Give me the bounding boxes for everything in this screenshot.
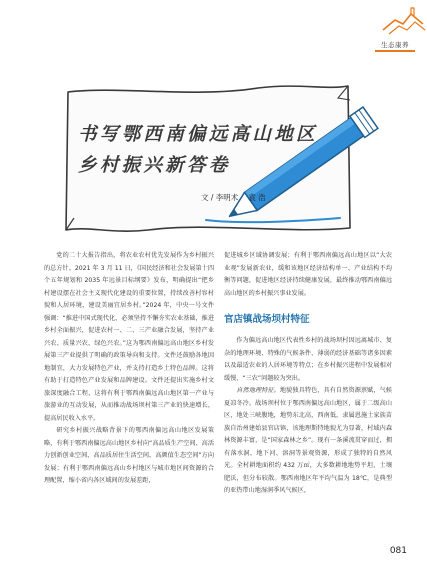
body-paragraph: 党的二十大报告指出，将农业农村优先发展作为乡村振兴的总方针。2021 年 3 月 11 日，《国民经济和社会发展第十四个五年规划和 2035 年远景目标纲要》发布，明确提出“把乡村建设摆在社会主义现代化建设的重要位置，持续改善村容村貌和人居环境，建设美丽宜居乡村。”2024 年，中央一号文件强调：“推进中国式现代化，必须坚持不懈夯实农业基础，推进乡村全面振兴，促进农村一、二、三产业融合发展，坚持产业兴农、质量兴农、绿色兴农。”这为鄂西南偏远高山地区乡村发展第三产业提供了明确的政策导向和支持。文件还鼓励各地因地制宜，大力发展特色产业，并支持打造乡土特色品牌。这将有助于打造特色产业发展和品牌建设。文件还提出实施乡村文旅深度融合工程，这将有利于鄂西南偏远高山地区第一产业与旅游业的互动发展，从而推动战场坝村第三产业的快速增长，提高居民收入水平。 [44,252,214,422]
article-title-line1: 书写鄂西南偏远高山地区 [78,124,318,145]
body-column-right [224,250,392,498]
body-column-left [44,250,214,488]
paragraph-lead: 自然地理特征。 [236,387,280,394]
page-number: 081 [389,546,407,556]
section-subheading: 官店镇战场坝村特征 [224,314,310,325]
body-paragraph: 作为偏远高山地区代表性乡村的战场坝村因远离城市、复杂的地理环境、特殊的气候条件、薄弱的经济基础等诸多因素以及最适农业的人居环境等特点；在乡村振兴进程中发展相对缓慢，“三农”问题较为突出。 [224,337,392,382]
body-paragraph [224,385,392,498]
paragraph-text: 地貌独具特色，具有自然资源禀赋，气候夏凉冬冷。战场坝村位于鄂西南偏远高山地区，属于二级高山区，地处三峡腹地，地势东北高，西南低，隶属恩施土家族苗族自治州建始县官店镇，该地理斯特地貌尤为显著，村域内森林资源丰富，是“国家森林之乡”。现有一条溪流贯穿而过，拥有落水洞、地下河、溶洞等景观资源，形成了独特的自然风光。全村耕地面积约 432 万㎡，大多数耕地地势平坦，土壤肥沃，但分布较散。鄂西南地区年平均气温为 18℃，是典型的亚热带山地湿润季风气候区， [224,387,392,494]
byline [201,192,266,203]
byline-author1: 文 / 李明术 [201,193,239,202]
section-label: 生态康养 [381,41,409,49]
article-title-line2: 乡村振兴新答卷 [78,155,231,176]
body-paragraph: 促进城乡区域协调发展；有利于鄂西南偏远高山地区以“大农业观”发展新农业，缓和该地区经济结构单一、产业结构不均衡等问题，促进地区经济持续健康发展，最终推动鄂西南偏远高山地区的乡村振兴事业发展。 [224,252,392,297]
byline-author2: 袁 浩 [248,193,266,202]
body-paragraph: 研究乡村振兴战略背景下的鄂西南偏远高山地区发展策略，有利于鄂西南偏远高山地区乡村向“高品质生产空间、高活力创新创业空间、高品质居住生活空间、高颜值生态空间”方向发展；有利于鄂西南偏远高山乡村地区与城市地区间资源的合理配置，缩小省内各区域间的发展差距， [44,427,214,484]
section-rule [375,50,415,52]
